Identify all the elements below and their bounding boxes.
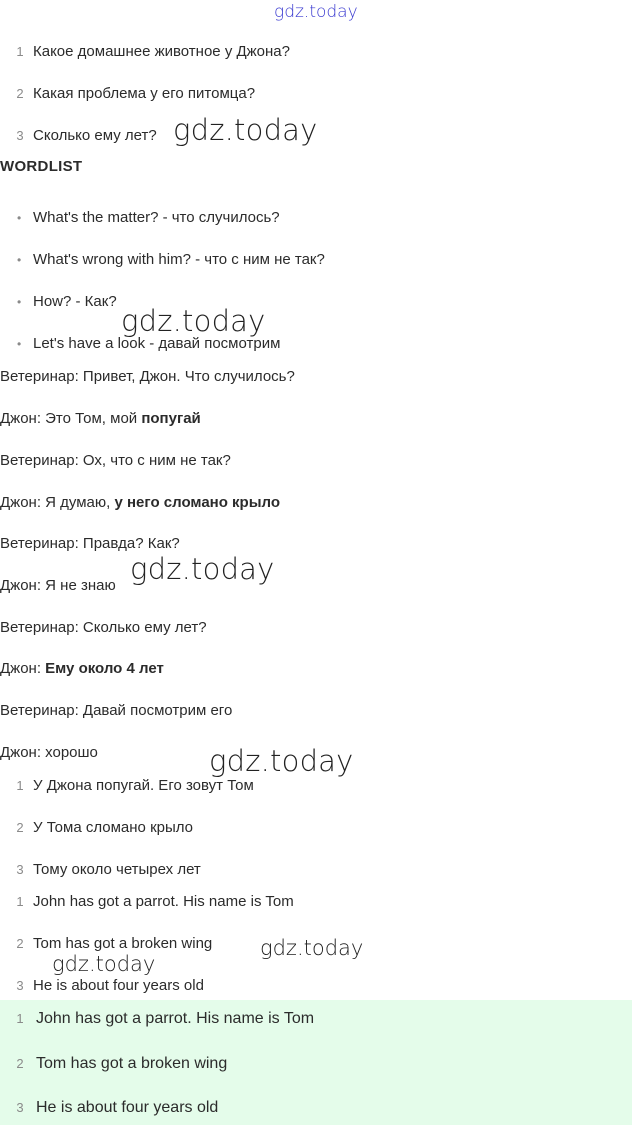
answer-text: He is about four years old [36, 1099, 219, 1116]
watermark: gdz.today [130, 552, 275, 586]
dialogue-bold: у него сломано крыло [114, 494, 281, 511]
list-number: 3 [16, 128, 24, 143]
dialogue-line [0, 660, 164, 677]
question-text: Какая проблема у его питомца? [33, 85, 256, 102]
list-number: 2 [16, 936, 24, 951]
dialogue-text: Ветеринар: Привет, Джон. Что случилось? [0, 368, 295, 385]
highlighted-answer-block [0, 1000, 632, 1125]
dialogue-line [0, 494, 280, 511]
answer-text: У Тома сломано крыло [33, 819, 194, 836]
watermark: gdz.today [173, 113, 318, 147]
dialogue-text: Джон: хорошо [0, 744, 98, 761]
dialogue-line [0, 577, 116, 594]
dialogue-line [0, 535, 180, 552]
list-number: 3 [16, 862, 24, 877]
list-number: 2 [16, 1056, 24, 1071]
list-number: 1 [16, 894, 24, 909]
list-number: 1 [16, 44, 24, 59]
dialogue-text: Ветеринар: Ох, что с ним не так? [0, 452, 231, 469]
dialogue-line [0, 452, 231, 469]
wordlist-entry: What's the matter? - что случилось? [33, 209, 280, 226]
dialogue-text: Джон: Я думаю, [0, 494, 115, 511]
watermark: gdz.today [52, 952, 156, 976]
dialogue-text: Джон: Я не знаю [0, 577, 116, 594]
dialogue-line [0, 368, 295, 385]
dialogue-line [0, 619, 207, 636]
dialogue-text: Джон: Это Том, мой [0, 410, 142, 427]
answer-text: У Джона попугай. Его зовут Том [33, 777, 254, 794]
dialogue-text: Джон: [0, 660, 46, 677]
question-text: Сколько ему лет? [33, 127, 157, 144]
wordlist-entry: How? - Как? [33, 293, 117, 310]
question-text: Какое домашнее животное у Джона? [33, 43, 290, 60]
bullet-icon: • [17, 253, 22, 267]
answer-text: Тому около четырех лет [33, 861, 201, 878]
answer-text: Tom has got a broken wing [36, 1055, 228, 1072]
dialogue-bold: попугай [141, 410, 201, 427]
dialogue-text: Ветеринар: Давай посмотрим его [0, 702, 233, 719]
wordlist-entry: What's wrong with him? - что с ним не так? [33, 251, 325, 268]
dialogue-text: Ветеринар: Правда? Как? [0, 535, 180, 552]
list-number: 1 [16, 1011, 24, 1026]
answer-text: He is about four years old [33, 977, 204, 994]
list-number: 3 [16, 978, 24, 993]
bullet-icon: • [17, 337, 22, 351]
dialogue-text: Ветеринар: Сколько ему лет? [0, 619, 207, 636]
bullet-icon: • [17, 211, 22, 225]
watermark-top: gdz.today [274, 2, 358, 22]
list-number: 2 [16, 86, 24, 101]
dialogue-bold: Ему около 4 лет [45, 660, 164, 677]
answer-text: John has got a parrot. His name is Tom [33, 893, 294, 910]
list-number: 2 [16, 820, 24, 835]
list-number: 3 [16, 1100, 24, 1115]
watermark: gdz.today [209, 744, 354, 778]
answer-text: Tom has got a broken wing [33, 935, 213, 952]
wordlist-entry: Let's have a look - давай посмотрим [33, 335, 281, 352]
watermark: gdz.today [121, 304, 266, 338]
list-number: 1 [16, 778, 24, 793]
dialogue-line [0, 410, 201, 427]
answer-text: John has got a parrot. His name is Tom [36, 1010, 315, 1027]
watermark: gdz.today [260, 936, 364, 960]
bullet-icon: • [17, 295, 22, 309]
dialogue-line [0, 702, 232, 719]
wordlist-heading: WORDLIST [0, 158, 83, 175]
dialogue-line [0, 744, 98, 761]
